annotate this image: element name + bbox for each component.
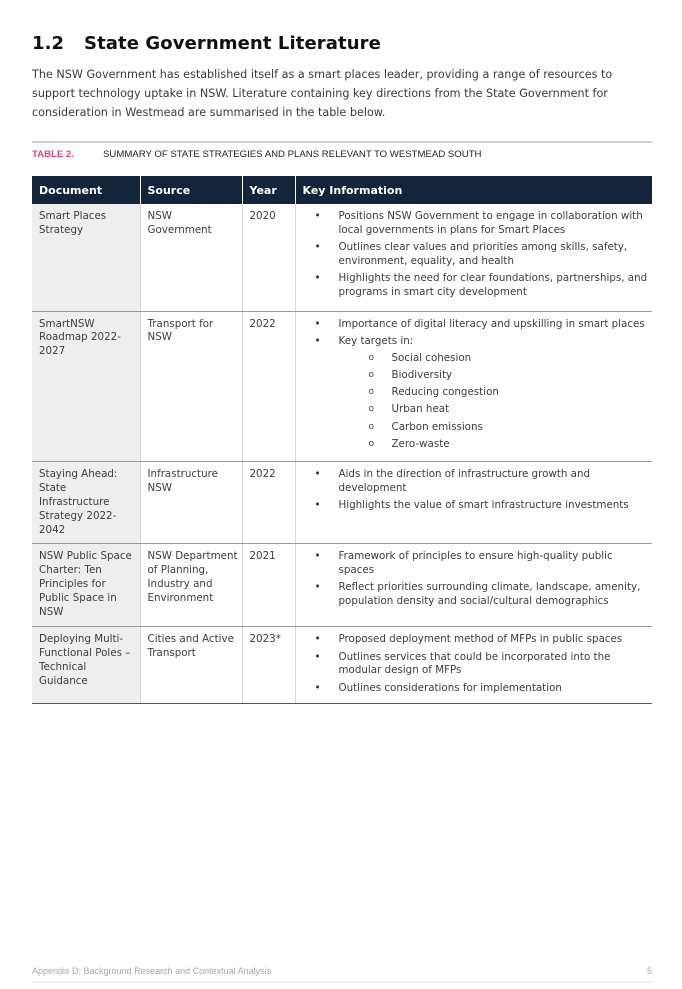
source-cell: Infrastructure NSW xyxy=(140,462,242,544)
document-cell: Smart Places Strategy xyxy=(32,204,140,311)
key-information-cell xyxy=(295,544,652,627)
section-number: 1.2 xyxy=(32,33,65,54)
key-information-cell xyxy=(295,204,652,311)
sub-point: o Reducing congestion xyxy=(339,386,649,400)
document-cell: Staying Ahead: State Infrastructure Strategy 2022-2042 xyxy=(32,462,140,544)
table-row xyxy=(32,462,652,544)
table-header-row xyxy=(32,176,652,204)
year-cell: 2020 xyxy=(242,204,295,311)
key-point-text: Key targets in: xyxy=(338,334,414,347)
sub-point: o Carbon emissions xyxy=(339,421,649,435)
page-footer xyxy=(32,966,652,976)
key-point: • Reflect priorities surrounding climate, landscape, amenity, population density and social/cultural demographics xyxy=(303,581,649,609)
key-targets-list xyxy=(339,352,649,452)
table-row xyxy=(32,204,652,311)
key-point: • Outlines services that could be incorporated into the modular design of MFPs xyxy=(303,651,649,679)
year-cell: 2022 xyxy=(242,462,295,544)
sub-point: o Biodiversity xyxy=(339,369,649,383)
literature-table xyxy=(32,176,652,704)
footer-text: Appendix D: Background Research and Contextual Analysis xyxy=(32,966,272,976)
key-point: • Aids in the direction of infrastructure growth and development xyxy=(303,468,649,496)
key-point xyxy=(303,335,649,452)
sub-point: o Urban heat xyxy=(339,403,649,417)
source-cell: Transport for NSW xyxy=(140,311,242,462)
key-point: • Positions NSW Government to engage in collaboration with local governments in plans for Smart Places xyxy=(303,210,649,238)
source-cell: Cities and Active Transport xyxy=(140,627,242,704)
sub-point: o Social cohesion xyxy=(339,352,649,366)
source-cell: NSW Government xyxy=(140,204,242,311)
table-title: SUMMARY OF STATE STRATEGIES AND PLANS RELEVANT TO WESTMEAD SOUTH xyxy=(103,149,482,160)
key-information-cell xyxy=(295,462,652,544)
section-title: State Government Literature xyxy=(84,33,381,54)
year-cell: 2023* xyxy=(242,627,295,704)
key-information-cell xyxy=(295,627,652,704)
page-number: 5 xyxy=(646,966,652,976)
key-point: • Outlines considerations for implementation xyxy=(303,682,649,696)
sub-point: o Zero-waste xyxy=(339,438,649,452)
key-point: • Importance of digital literacy and upskilling in smart places xyxy=(303,318,649,332)
table-label: TABLE 2. xyxy=(32,149,74,160)
year-cell: 2022 xyxy=(242,311,295,462)
header-source: Source xyxy=(140,176,242,204)
key-point: • Highlights the need for clear foundations, partnerships, and programs in smart city development xyxy=(303,272,649,300)
footer-rule xyxy=(32,982,652,983)
table-row xyxy=(32,627,652,704)
key-point: • Framework of principles to ensure high-quality public spaces xyxy=(303,550,649,578)
table-row xyxy=(32,311,652,462)
source-cell: NSW Department of Planning, Industry and Environment xyxy=(140,544,242,627)
year-cell: 2021 xyxy=(242,544,295,627)
document-cell: NSW Public Space Charter: Ten Principles for Public Space in NSW xyxy=(32,544,140,627)
section-heading xyxy=(32,33,381,54)
header-key-information: Key Information xyxy=(295,176,652,204)
intro-paragraph: The NSW Government has established itself as a smart places leader, providing a range of resources to support technology uptake in NSW. Literature containing key directions from the State Government for consideration in Westmead are summarised in the table below. xyxy=(32,68,613,119)
table-row xyxy=(32,544,652,627)
header-document: Document xyxy=(32,176,140,204)
table-caption xyxy=(32,149,482,160)
caption-top-rule xyxy=(32,141,652,143)
header-year: Year xyxy=(242,176,295,204)
key-point: • Proposed deployment method of MFPs in public spaces xyxy=(303,633,649,647)
key-information-cell xyxy=(295,311,652,462)
key-point: • Highlights the value of smart infrastructure investments xyxy=(303,499,649,513)
key-point: • Outlines clear values and priorities among skills, safety, environment, equality, and health xyxy=(303,241,649,269)
document-cell: Deploying Multi-Functional Poles – Technical Guidance xyxy=(32,627,140,704)
document-cell: SmartNSW Roadmap 2022-2027 xyxy=(32,311,140,462)
